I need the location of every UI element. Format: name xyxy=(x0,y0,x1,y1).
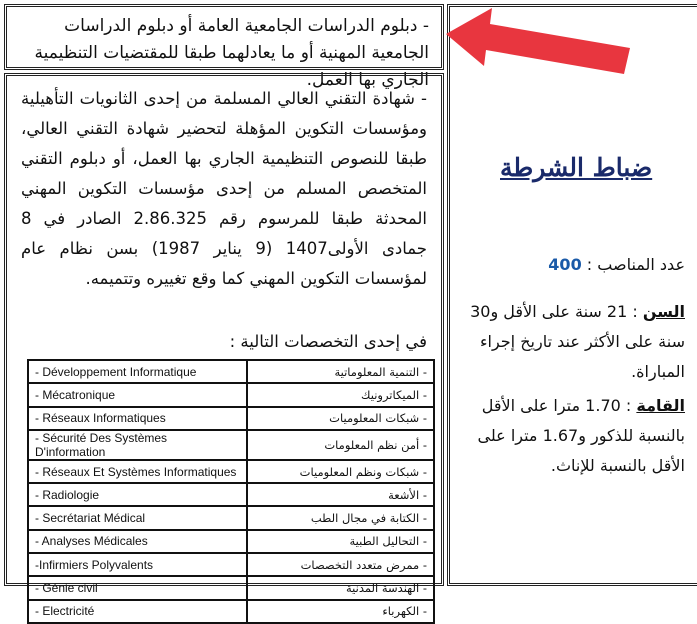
specialty-ar: - شبكات ونظم المعلوميات xyxy=(247,460,434,483)
specialty-ar: - شبكات المعلوميات xyxy=(247,407,434,430)
specialties-title: في إحدى التخصصات التالية : xyxy=(229,332,427,351)
specialty-fr: - Analyses Médicales xyxy=(28,530,247,553)
specialty-fr: - Développement Informatique xyxy=(28,360,247,383)
specialty-ar: - الكتابة في مجال الطب xyxy=(247,506,434,529)
diploma-cell xyxy=(4,4,444,90)
red-arrow-icon xyxy=(440,4,640,84)
age-text: : 21 سنة على الأقل و30 سنة على الأكثر عند تاريخ إجراء المباراة. xyxy=(470,302,685,381)
specialty-fr: -Infirmiers Polyvalents xyxy=(28,553,247,576)
table-row xyxy=(28,383,434,406)
height-label: القامة xyxy=(636,396,685,415)
diploma-line: - دبلوم الدراسات الجامعية العامة أو دبلوم الدراسات الجامعية المهنية أو ما يعادلهما طبقا للمقتضيات التنظيمية الجاري بها العمل. xyxy=(34,16,429,90)
requirements-cell xyxy=(4,73,444,619)
specialty-ar: - الهندسة المدنية xyxy=(247,576,434,599)
table-row xyxy=(28,483,434,506)
rank-cell xyxy=(447,4,697,586)
height-requirement xyxy=(456,391,685,481)
table-row xyxy=(28,600,434,623)
table-row xyxy=(28,407,434,430)
posts-count xyxy=(548,255,685,274)
table-row xyxy=(28,360,434,383)
rank-title: ضباط الشرطة xyxy=(500,153,653,182)
specialty-ar: - أمن نظم المعلومات xyxy=(247,430,434,460)
technician-certificate-paragraph: - شهادة التقني العالي المسلمة من إحدى الثانويات التأهيلية ومؤسسات التكوين المؤهلة لتحضير شهادة التقني العالي، طبقا للنصوص التنظيمية الجاري بها العمل، أو دبلوم التقني المتخصص المسلم من إحدى مؤسسات التكوين المهني المحدثة طبقا للمرسوم رقم 2.86.325 الصادر في 8 جمادى الأولى1407 (9 يناير 1987) بسن نظام عام لمؤسسات التكوين المهني كما وقع تغييره وتتميمه. xyxy=(21,89,427,288)
specialties-table xyxy=(27,359,435,624)
specialty-fr: - Réseaux Et Systèmes Informatiques xyxy=(28,460,247,483)
specialty-ar: - التنمية المعلوماتية xyxy=(247,360,434,383)
posts-label: عدد المناصب : xyxy=(586,255,685,274)
specialty-fr: - Radiologie xyxy=(28,483,247,506)
specialty-fr: - Mécatronique xyxy=(28,383,247,406)
specialty-fr: - Génie civil xyxy=(28,576,247,599)
specialty-ar: - ممرض متعدد التخصصات xyxy=(247,553,434,576)
age-requirement xyxy=(456,297,685,387)
posts-value: 400 xyxy=(548,255,582,274)
specialty-ar: - الأشعة xyxy=(247,483,434,506)
table-row xyxy=(28,506,434,529)
specialty-fr: - Electricité xyxy=(28,600,247,623)
specialty-fr: - Réseaux Informatiques xyxy=(28,407,247,430)
specialty-fr: - Sécurité Des Systèmes D'information xyxy=(28,430,247,460)
table-row xyxy=(28,553,434,576)
table-row xyxy=(28,430,434,460)
table-row xyxy=(28,460,434,483)
specialty-ar: - الكهرباء xyxy=(247,600,434,623)
specialty-fr: - Secrétariat Médical xyxy=(28,506,247,529)
height-text: : 1.70 مترا على الأقل بالنسبة للذكور و1.67 مترا على الأقل بالنسبة للإناث. xyxy=(477,396,685,475)
table-row xyxy=(28,530,434,553)
specialty-ar: - الميكاترونيك xyxy=(247,383,434,406)
table-row xyxy=(28,576,434,599)
age-label: السن xyxy=(642,302,685,321)
specialty-ar: - التحاليل الطبية xyxy=(247,530,434,553)
